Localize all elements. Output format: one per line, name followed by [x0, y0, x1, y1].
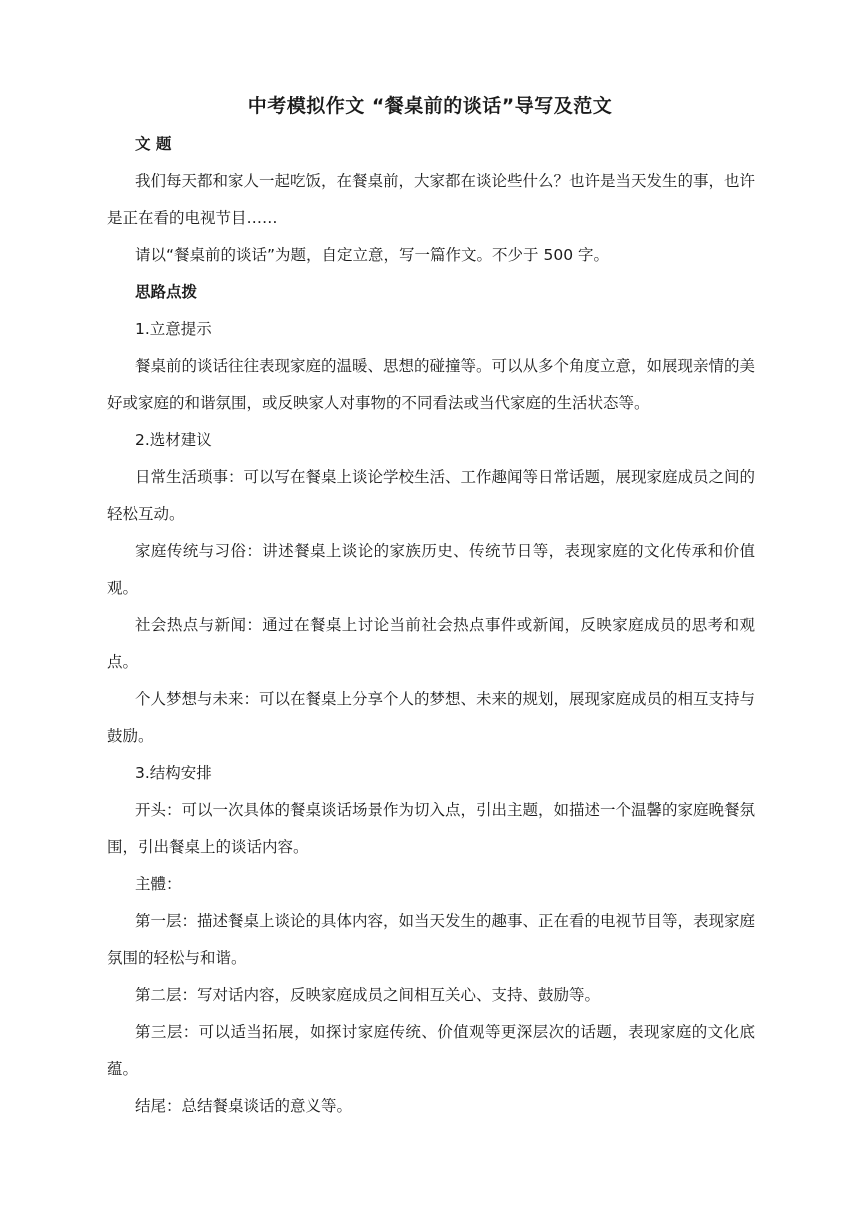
paragraph-structure-body-label: 主體： — [135, 875, 182, 893]
paragraph-structure-ending: 结尾：总结餐桌谈话的意义等。 — [135, 1097, 353, 1115]
subheading-material: 2.选材建议 — [135, 431, 212, 449]
paragraph-theme: 餐桌前的谈话往往表现家庭的温暖、思想的碰撞等。可以从多个角度立意，如展现亲情的美好或家庭的和谐氛围，或反映家人对事物的不同看法或当代家庭的生活状态等。 — [107, 357, 756, 412]
paragraph-material-news: 社会热点与新闻：通过在餐桌上讨论当前社会热点事件或新闻，反映家庭成员的思考和观点。 — [107, 616, 755, 671]
paragraph-structure-layer-3: 第三层：可以适当拓展，如探讨家庭传统、价值观等更深层次的话题，表现家庭的文化底蕴。 — [107, 1023, 755, 1078]
paragraph-structure-layer-2: 第二层：写对话内容，反映家庭成员之间相互关心、支持、鼓励等。 — [135, 986, 601, 1004]
paragraph-structure-layer-1: 第一层：描述餐桌上谈论的具体内容，如当天发生的趣事、正在看的电视节目等，表现家庭氛围的轻松与和谐。 — [107, 912, 756, 967]
section-heading-prompt: 文 题 — [135, 135, 172, 153]
subheading-structure: 3.结构安排 — [135, 764, 212, 782]
paragraph-prompt-requirement: 请以“餐桌前的谈话”为题，自定立意，写一篇作文。不少于 500 字。 — [135, 246, 610, 264]
document-title: 中考模拟作文 “餐桌前的谈话”导写及范文 — [247, 95, 613, 117]
paragraph-material-dreams: 个人梦想与未来：可以在餐桌上分享个人的梦想、未来的规划，展现家庭成员的相互支持与鼓励。 — [107, 690, 756, 745]
paragraph-prompt-text: 我们每天都和家人一起吃饭，在餐桌前，大家都在谈论些什么？也许是当天发生的事，也许是正在看的电视节目…… — [107, 172, 756, 227]
section-heading-guidance: 思路点拨 — [135, 283, 198, 301]
document-body — [107, 126, 755, 1125]
paragraph-structure-opening: 开头：可以一次具体的餐桌谈话场景作为切入点，引出主题，如描述一个温馨的家庭晚餐氛围，引出餐桌上的谈话内容。 — [107, 801, 756, 856]
paragraph-material-tradition: 家庭传统与习俗：讲述餐桌上谈论的家族历史、传统节日等，表现家庭的文化传承和价值观。 — [107, 542, 755, 597]
paragraph-material-daily: 日常生活琐事：可以写在餐桌上谈论学校生活、工作趣闻等日常话题，展现家庭成员之间的轻松互动。 — [107, 468, 756, 523]
subheading-theme: 1.立意提示 — [135, 320, 212, 338]
